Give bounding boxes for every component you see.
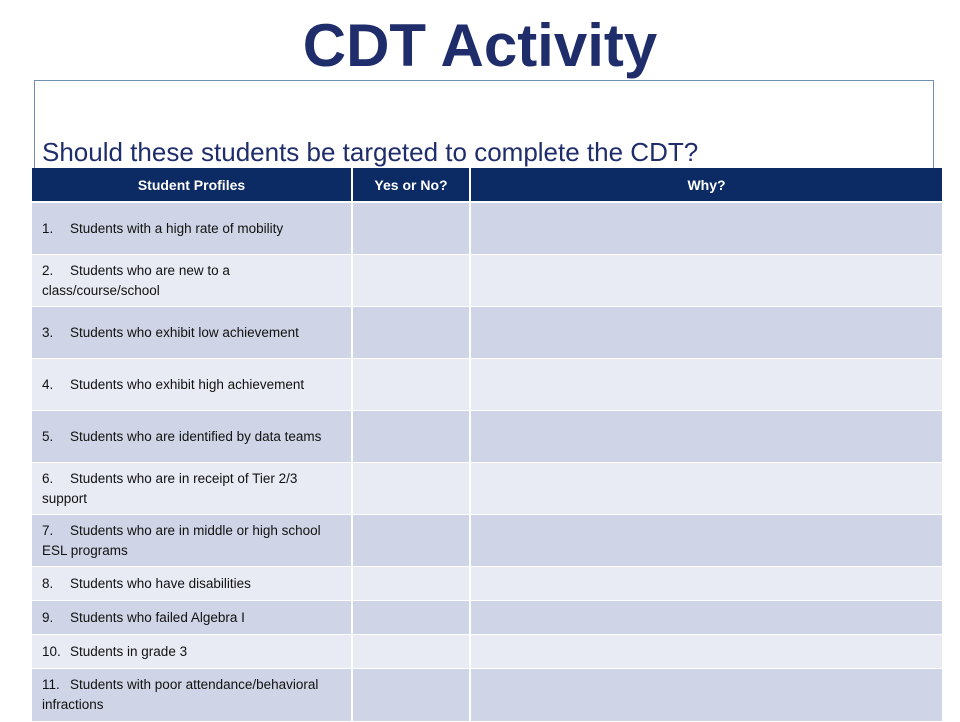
yes-no-cell[interactable] xyxy=(352,567,470,601)
row-number: 11. xyxy=(42,677,60,692)
yes-no-cell[interactable] xyxy=(352,255,470,307)
table-row xyxy=(32,635,942,669)
why-cell[interactable] xyxy=(470,463,942,515)
profile-cell xyxy=(32,255,352,307)
why-cell[interactable] xyxy=(470,601,942,635)
row-number: 1. xyxy=(42,220,54,236)
profile-cell xyxy=(32,463,352,515)
header-why: Why? xyxy=(470,168,942,202)
row-number: 2. xyxy=(42,262,54,278)
profile-text: Students in grade 3 xyxy=(70,643,188,659)
profile-cell xyxy=(32,601,352,635)
table-row xyxy=(32,359,942,411)
table-row xyxy=(32,567,942,601)
page-title: CDT Activity xyxy=(302,12,658,79)
yes-no-cell[interactable] xyxy=(352,601,470,635)
profile-cell xyxy=(32,411,352,463)
why-cell[interactable] xyxy=(470,411,942,463)
profile-cell xyxy=(32,307,352,359)
profile-cell xyxy=(32,515,352,567)
row-number: 8. xyxy=(42,575,54,591)
profile-text: Students who have disabilities xyxy=(70,575,251,591)
why-cell[interactable] xyxy=(470,567,942,601)
table-row xyxy=(32,601,942,635)
row-number: 6. xyxy=(42,470,54,486)
yes-no-cell[interactable] xyxy=(352,359,470,411)
yes-no-cell[interactable] xyxy=(352,669,470,722)
header-student-profiles: Student Profiles xyxy=(32,168,352,202)
question-text: Should these students be targeted to complete the CDT? xyxy=(42,137,699,167)
why-cell[interactable] xyxy=(470,255,942,307)
yes-no-cell[interactable] xyxy=(352,307,470,359)
why-cell[interactable] xyxy=(470,307,942,359)
profile-text: Students with poor attendance/behavioral infractions xyxy=(42,677,319,712)
why-cell[interactable] xyxy=(470,359,942,411)
profile-text: Students who exhibit low achievement xyxy=(70,324,299,340)
yes-no-cell[interactable] xyxy=(352,515,470,567)
why-cell[interactable] xyxy=(470,635,942,669)
table-row xyxy=(32,515,942,567)
yes-no-cell[interactable] xyxy=(352,463,470,515)
row-number: 7. xyxy=(42,522,54,538)
yes-no-cell[interactable] xyxy=(352,635,470,669)
row-number: 10. xyxy=(42,643,61,659)
table-row xyxy=(32,307,942,359)
profile-text: Students who are in receipt of Tier 2/3 support xyxy=(42,470,298,506)
table-row xyxy=(32,255,942,307)
row-number: 3. xyxy=(42,324,54,340)
profile-text: Students who failed Algebra I xyxy=(70,609,245,625)
yes-no-cell[interactable] xyxy=(352,411,470,463)
row-number: 4. xyxy=(42,376,54,392)
row-number: 9. xyxy=(42,609,54,625)
profile-cell xyxy=(32,635,352,669)
student-profiles-table xyxy=(32,168,942,722)
table-row xyxy=(32,463,942,515)
profile-text: Students who are new to a class/course/school xyxy=(42,262,230,298)
table-row xyxy=(32,669,942,722)
why-cell[interactable] xyxy=(470,515,942,567)
yes-no-cell[interactable] xyxy=(352,202,470,255)
profile-text: Students who are in middle or high school ESL programs xyxy=(42,522,321,558)
profile-cell xyxy=(32,669,352,722)
why-cell[interactable] xyxy=(470,669,942,722)
profile-text: Students who are identified by data teams xyxy=(70,428,322,444)
table-row xyxy=(32,202,942,255)
profile-text: Students with a high rate of mobility xyxy=(70,220,284,236)
why-cell[interactable] xyxy=(470,202,942,255)
table-row xyxy=(32,411,942,463)
profile-text: Students who exhibit high achievement xyxy=(70,376,305,392)
profile-cell xyxy=(32,202,352,255)
header-yes-or-no: Yes or No? xyxy=(352,168,470,202)
profile-cell xyxy=(32,567,352,601)
table-header-row xyxy=(32,168,942,202)
profile-cell xyxy=(32,359,352,411)
row-number: 5. xyxy=(42,428,54,444)
